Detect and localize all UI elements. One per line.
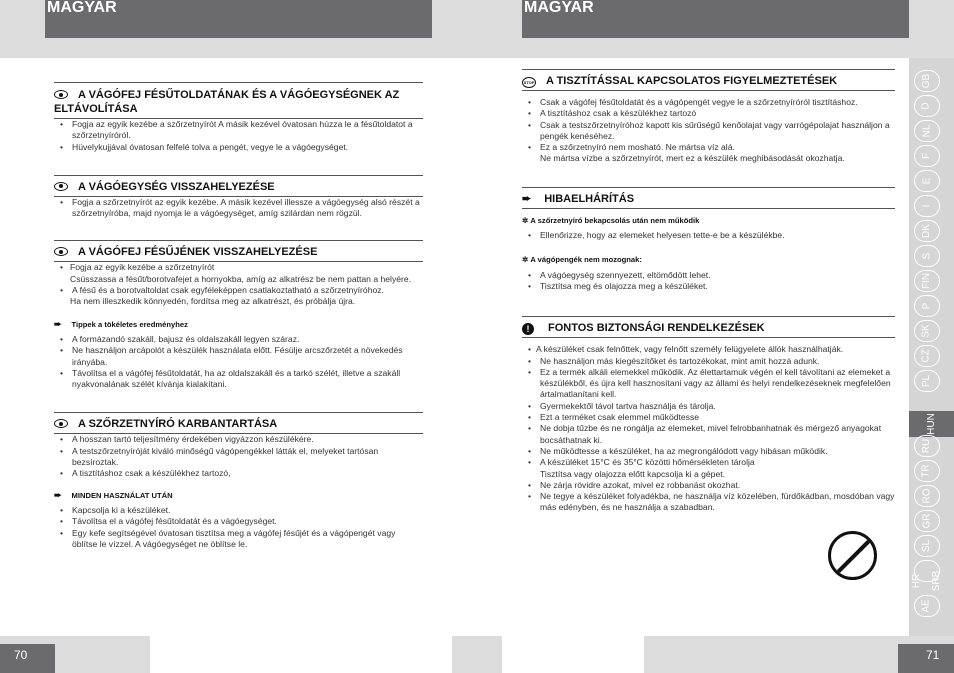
language-tab-tr[interactable]	[914, 460, 940, 482]
list-item: • Távolítsa el a vágófej fésűtoldatát és a vágóegységet.	[54, 516, 423, 527]
language-tab-label: GR	[921, 513, 932, 529]
language-tab-label: AE	[921, 599, 932, 613]
left-language-header: MAGYAR	[45, 0, 432, 38]
language-tab-label: I	[921, 204, 932, 208]
list-item: • Ne dobja tűzbe és ne rongálja az elemeket, mivel felrobbanhatnak és mérgező anyagokat bocsáthatnak ki.	[522, 423, 895, 446]
gear-icon: ✲	[522, 215, 529, 225]
list-item: • Ne használjon más kiegészítőket és tartozékokat, mint amit hozzá adunk.	[522, 356, 895, 367]
arrow-right-icon: ➨	[54, 318, 62, 329]
warning-icon: !	[522, 323, 534, 335]
language-tab-label: GB	[920, 73, 932, 89]
problem-title: A vágópengék nem mozognak:	[530, 255, 642, 265]
list-item: • Tisztítsa meg és olajozza meg a készüléket.	[522, 281, 895, 292]
list-item-continuation: Tisztítsa vagy olajozza előtt kapcsolja ki a gépet.	[540, 468, 726, 479]
language-tab-i[interactable]	[914, 195, 940, 217]
list-item: • A készüléket 15°C és 35°C közötti hőmérsékleten tárolja	[522, 457, 895, 468]
list-item: • A hosszan tartó teljesítmény érdekében vigyázzon készülékére.	[54, 434, 423, 445]
language-tab-strip	[909, 58, 954, 636]
list-item: • Fogja az egyik kezébe a szőrzetnyírót A másik kezével óvatosan húzza le a fésűtoldatot a szőrzetnyíróról.	[54, 119, 423, 142]
list-item: • A készüléket csak felnőttek, vagy felnőtt személy felügyelete állók használhatják.	[522, 344, 895, 355]
language-tab-ru[interactable]	[914, 435, 940, 457]
language-tab-hun[interactable]	[909, 411, 954, 437]
list-item: • Fogja a szőrzetnyírót az egyik kezébe. A másik kezével illessze a vágóegység alsó részét a szőrzetnyíróba, majd nyomja le a vágóegységet, amíg szilárdan nem rögzül.	[54, 197, 423, 220]
stop-icon: STOP	[522, 77, 536, 88]
language-tab-dk[interactable]	[914, 220, 940, 242]
list-item: • Gyermekektől távol tartva használja és tárolja.	[522, 401, 895, 412]
list-item-continuation: Csússzassa a fésűt/borotvafejet a hornyokba, amíg az alkatrész be nem pattan a helyére.	[70, 273, 412, 284]
eye-icon	[54, 247, 68, 256]
language-tab-hr-srb[interactable]	[911, 560, 942, 592]
section-title: FONTOS BIZTONSÁGI RENDELKEZÉSEK	[548, 322, 765, 335]
section-title: A SZŐRZETNYÍRÓ KARBANTARTÁSA	[78, 418, 278, 431]
language-tab-label: SL	[920, 539, 932, 553]
eye-icon	[54, 419, 68, 428]
language-tab-ro[interactable]	[914, 485, 940, 507]
arrow-right-icon: ➨	[522, 192, 532, 205]
list-item: • A testszőrzetnyíróját kiváló minőségű vágópengékkel látták el, melyeket tartósan bezsíroztak.	[54, 446, 423, 469]
list-item: • A formázandó szakáll, bajusz és oldalszakáll legyen száraz.	[54, 334, 423, 345]
list-item: • Ne működtesse a készüléket, ha az megrongálódott vagy hibásan működik.	[522, 446, 895, 457]
language-tab-label: NL	[920, 124, 932, 138]
bottom-band	[0, 636, 954, 673]
language-tab-label: TR	[921, 464, 932, 478]
subsection-title: Tippek a tökéletes eredményhez	[71, 319, 188, 329]
list-item: • Kapcsolja ki a készüléket.	[54, 505, 423, 516]
arrow-right-icon: ➨	[54, 489, 62, 500]
language-tab-gr[interactable]	[914, 510, 940, 532]
language-tab-fin[interactable]	[914, 270, 940, 292]
section-title: A VÁGÓFEJ FÉSŰJÉNEK VISSZAHELYEZÉSE	[78, 246, 318, 259]
list-item: • A tisztításhoz csak a készülékhez tartozó,	[54, 468, 423, 479]
language-tab-label: RO	[921, 488, 932, 504]
eye-icon	[54, 182, 68, 191]
language-tab-label: PL	[920, 374, 932, 388]
list-item: • Csak a testszőrzetnyíróhoz kapott kis sűrűségű kenőolajat vagy varrógépolajat használjon a pengék kenéséhez.	[522, 120, 895, 143]
section-title: HIBAELHÁRÍTÁS	[544, 192, 635, 205]
language-tab-label: D	[920, 102, 932, 110]
list-item: • Ne tegye a készüléket folyadékba, ne használja víz közelében, fürdőkádban, mosdóban vagy más edényben, és ne használja a szabadban.	[522, 491, 895, 514]
list-item: • Ez a termék alkáli elemekkel működik. Az élettartamuk végén el kell távolítani az elemeket a készülékből, és újra kell hasznosítani vagy az állami és helyi rendelkezéseknek megfelelően ártalmatlanítani kell.	[522, 367, 895, 401]
list-item-continuation: Ha nem illeszkedik könnyedén, fordítsa meg az alkatrészt, és próbálja újra.	[70, 296, 356, 307]
list-item: • Hüvelykujjával óvatosan felfelé tolva a pengét, vegye le a vágóegységet.	[54, 142, 423, 153]
language-tab-gb[interactable]	[914, 70, 940, 92]
section-remove-comb	[54, 82, 423, 153]
left-page-content	[54, 82, 423, 550]
section-reattach-comb	[54, 240, 423, 390]
subsection-title: MINDEN HASZNÁLAT UTÁN	[71, 490, 173, 500]
list-item: • A fésű és a borotvaltoldat csak egyféleképpen csatlakoztatható a szőrzetnyíróhoz.	[54, 285, 423, 296]
language-tab-e[interactable]	[914, 170, 940, 192]
footer-strip	[150, 636, 452, 673]
language-tab-label: RU	[920, 438, 932, 454]
page-number-left: 70	[0, 644, 55, 673]
section-reattach-blade	[54, 175, 423, 220]
language-tab-pl[interactable]	[914, 370, 940, 392]
language-tab-p[interactable]	[914, 295, 940, 317]
section-safety	[522, 316, 895, 513]
list-item: • Ezt a terméket csak elemmel működtesse	[522, 412, 895, 423]
language-tab-cz[interactable]	[914, 345, 940, 367]
language-tab-s[interactable]	[914, 245, 940, 267]
section-title: A TISZTÍTÁSSAL KAPCSOLATOS FIGYELMEZTETÉSEK	[546, 75, 838, 87]
section-maintenance	[54, 412, 423, 550]
language-tab-label: HR SRB	[911, 570, 942, 592]
language-tab-ae[interactable]	[914, 595, 940, 617]
language-tab-nl[interactable]	[914, 120, 940, 142]
list-item: • Ez a szőrzetnyíró nem mosható. Ne mártsa víz alá.	[522, 142, 895, 153]
language-tab-d[interactable]	[914, 95, 940, 117]
language-tab-label: E	[920, 177, 932, 185]
footer-strip	[502, 636, 644, 673]
language-tab-label: SK	[921, 324, 932, 338]
language-tab-sl[interactable]	[914, 535, 940, 557]
language-tab-label: CZ	[921, 349, 932, 363]
language-tab-label: P	[920, 302, 932, 310]
section-title: A VÁGÓFEJ FÉSŰTOLDATÁNAK ÉS A VÁGÓEGYSÉGNEK AZ ELTÁVOLÍTÁSA	[54, 89, 400, 115]
gear-icon: ✲	[522, 255, 529, 265]
list-item: • Ellenőrizze, hogy az elemeket helyesen tette-e be a készülékbe.	[522, 230, 895, 241]
problem-title: A szőrzetnyíró bekapcsolás után nem működik	[530, 215, 700, 225]
language-tab-label: HUN	[925, 413, 937, 435]
language-tab-f[interactable]	[914, 145, 940, 167]
list-item: • Egy kefe segítségével óvatosan tisztítsa meg a vágófej fésűjét és a vágópengét vagy öblítse le vízzel. A vágóegységet ne öblítse le.	[54, 528, 423, 551]
page-number-right: 71	[898, 644, 954, 673]
list-item: • Csak a vágófej fésűtoldatát és a vágópengét vegye le a szőrzetnyíróról tisztításhoz.	[522, 97, 895, 108]
section-cleaning-warnings	[522, 69, 895, 165]
language-tab-sk[interactable]	[914, 320, 940, 342]
list-item-continuation: Ne mártsa vízbe a szőrzetnyírót, mert ez a készülék meghibásodását okozhatja.	[540, 153, 845, 164]
list-item: • Fogja az egyik kezébe a szőrzetnyírót	[54, 262, 423, 273]
eye-icon	[54, 90, 68, 99]
language-tab-label: F	[920, 152, 932, 160]
section-troubleshooting	[522, 187, 895, 292]
list-item: • Ne zárja rövidre azokat, mivel ez robbanást okozhat.	[522, 480, 895, 491]
language-tab-label: DK	[921, 224, 932, 238]
list-item: • A tisztításhoz csak a készülékhez tartozó	[522, 108, 895, 119]
no-water-icon	[828, 531, 877, 580]
language-tab-label: S	[920, 252, 932, 260]
right-page-content	[522, 69, 895, 514]
right-language-header: MAGYAR	[522, 0, 909, 38]
section-title: A VÁGÓEGYSÉG VISSZAHELYEZÉSE	[78, 180, 275, 193]
list-item: • Ne használjon arcápolót a készülék használata előtt. Fésülje arcszőrzetét a növekedés irányába.	[54, 345, 423, 368]
list-item: • Távolítsa el a vágófej fésűtoldatát, ha az oldalszakáll és a tarkó szélét, illetve a szakáll nyakvonalának szélét kívánja kialakítani.	[54, 368, 423, 391]
list-item: • A vágóegység szennyezett, eltömődött lehet.	[522, 270, 895, 281]
language-tab-label: FIN	[920, 272, 932, 290]
